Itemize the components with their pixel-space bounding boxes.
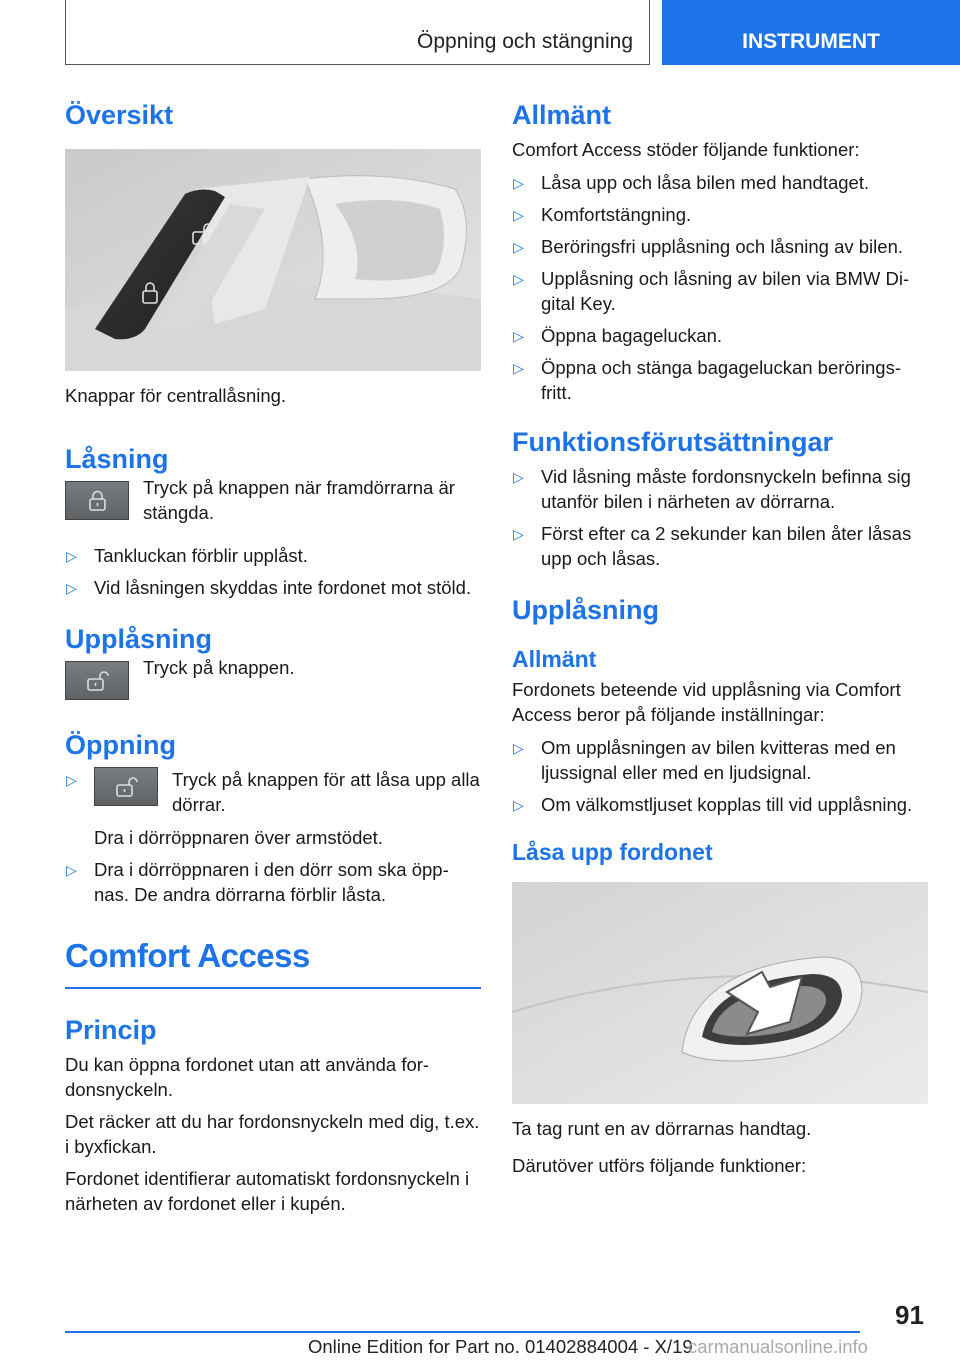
bullet-triangle-icon: ▷ xyxy=(513,239,524,255)
overview-title: Översikt xyxy=(65,100,174,130)
footer-edition: Online Edition for Part no. 01402884004 - X/19 xyxy=(308,1336,693,1357)
principle-paragraph: Du kan öppna fordonet utan att använda for‐donsnyckeln. xyxy=(65,1053,430,1100)
list-item: ▷ Om välkomstljuset kopplas till vid upplåsning. xyxy=(512,792,928,817)
unlocking-general-title: Allmänt xyxy=(512,646,597,672)
lock-icon xyxy=(86,490,110,512)
list-item: ▷ Om upplåsningen av bilen kvitteras med en ljussignal eller med en ljudsignal. xyxy=(513,737,896,783)
list-item: ▷ Låsa upp och låsa bilen med handtaget. xyxy=(512,170,928,195)
bullet-triangle-icon: ▷ xyxy=(513,526,524,542)
opening-list xyxy=(65,767,481,907)
general-list xyxy=(512,170,928,405)
list-item: ▷ Dra i dörröppnaren i den dörr som ska öpp‐nas. De andra dörrarna förblir låsta. xyxy=(66,859,449,905)
list-item: ▷ Vid låsningen skyddas inte fordonet mot stöld. xyxy=(65,575,481,600)
header-tab xyxy=(662,0,960,65)
opening-title: Öppning xyxy=(65,730,176,760)
header-section-title: Öppning och stängning xyxy=(417,30,633,53)
list-item: ▷ Vid låsning måste fordonsnyckeln befinna sig utanför bilen i närheten av dörrarna. xyxy=(513,466,911,512)
bullet-triangle-icon: ▷ xyxy=(66,862,77,878)
door-handle-photo xyxy=(512,882,928,1104)
comfort-access-title: Comfort Access xyxy=(65,937,310,974)
locking-title: Låsning xyxy=(65,444,169,474)
bullet-triangle-icon: ▷ xyxy=(513,207,524,223)
bullet-triangle-icon: ▷ xyxy=(66,772,77,788)
unlock-icon xyxy=(115,776,139,798)
principle-title: Princip xyxy=(65,1014,157,1045)
photo-caption: Knappar för centrallåsning. xyxy=(65,385,287,406)
list-item: ▷ Beröringsfri upplåsning och låsning av bilen. xyxy=(512,234,928,259)
page-number: 91 xyxy=(895,1300,924,1330)
bullet-triangle-icon: ▷ xyxy=(513,360,524,376)
locking-list xyxy=(65,543,481,600)
lock-button-image xyxy=(65,481,129,520)
bullet-triangle-icon: ▷ xyxy=(513,740,524,756)
unlocking-title: Upplåsning xyxy=(65,624,212,654)
bullet-triangle-icon: ▷ xyxy=(513,328,524,344)
footer-watermark: carmanualsonline.info xyxy=(688,1336,868,1357)
bullet-triangle-icon: ▷ xyxy=(513,469,524,485)
general-title: Allmänt xyxy=(512,100,612,130)
list-item: ▷ Öppna bagageluckan. xyxy=(512,323,928,348)
unlock-button-image xyxy=(65,661,129,700)
header-tab-label: INSTRUMENT xyxy=(742,30,880,53)
list-item: ▷ Öppna och stänga bagageluckan berörings‐fritt. xyxy=(513,357,901,403)
unlocking-list xyxy=(512,735,928,817)
locking-instruction xyxy=(65,477,481,525)
unlock-vehicle-title: Låsa upp fordonet xyxy=(512,839,713,865)
general-intro: Comfort Access stöder följande funktioner: xyxy=(512,139,860,160)
unlock-button-image xyxy=(94,767,158,806)
door-lock-buttons-photo xyxy=(65,149,481,371)
opening-sub-text: Dra i dörröppnaren över armstödet. xyxy=(94,827,383,848)
bullet-triangle-icon: ▷ xyxy=(66,548,77,564)
bullet-triangle-icon: ▷ xyxy=(513,271,524,287)
locking-text: Tryck på knappen när framdörrarna är stängda. xyxy=(143,477,455,523)
bullet-triangle-icon: ▷ xyxy=(66,580,77,596)
list-item: ▷ Tryck på knappen för att låsa upp alla dörrar. Dra i dörröppnaren över armstödet. xyxy=(66,769,480,848)
section-divider xyxy=(65,987,481,989)
list-item: ▷ Tankluckan förblir upplåst. xyxy=(65,543,481,568)
requirements-title: Funktionsförutsättningar xyxy=(512,427,833,457)
footer-divider xyxy=(65,1331,860,1333)
header-section-box xyxy=(65,0,650,65)
bullet-triangle-icon: ▷ xyxy=(513,175,524,191)
right-column xyxy=(512,100,928,1178)
unlocking-text: Tryck på knappen. xyxy=(143,657,295,678)
unlock-icon xyxy=(86,670,110,692)
requirements-list xyxy=(512,464,928,571)
photo-caption: Ta tag runt en av dörrarnas handtag. xyxy=(512,1118,812,1139)
principle-paragraph: Fordonet identifierar automatiskt fordonsnyckeln i närheten av fordonet eller i kupén. xyxy=(65,1167,470,1214)
list-item: ▷ Upplåsning och låsning av bilen via BMW Di‐gital Key. xyxy=(513,268,910,314)
list-item: ▷ Först efter ca 2 sekunder kan bilen åter låsas upp och låsas. xyxy=(513,523,912,569)
unlocking-title: Upplåsning xyxy=(512,595,659,625)
bullet-triangle-icon: ▷ xyxy=(513,797,524,813)
left-column xyxy=(65,100,481,1216)
unlocking-instruction xyxy=(65,657,481,700)
list-item: ▷ Komfortstängning. xyxy=(512,202,928,227)
unlocking-general-text: Fordonets beteende vid upplåsning via Comfort Access beror på följande inställningar: xyxy=(512,679,901,725)
principle-paragraph: Det räcker att du har fordonsnyckeln med dig, t.ex. i byxfickan. xyxy=(65,1110,480,1157)
after-text: Därutöver utförs följande funktioner: xyxy=(512,1155,807,1176)
